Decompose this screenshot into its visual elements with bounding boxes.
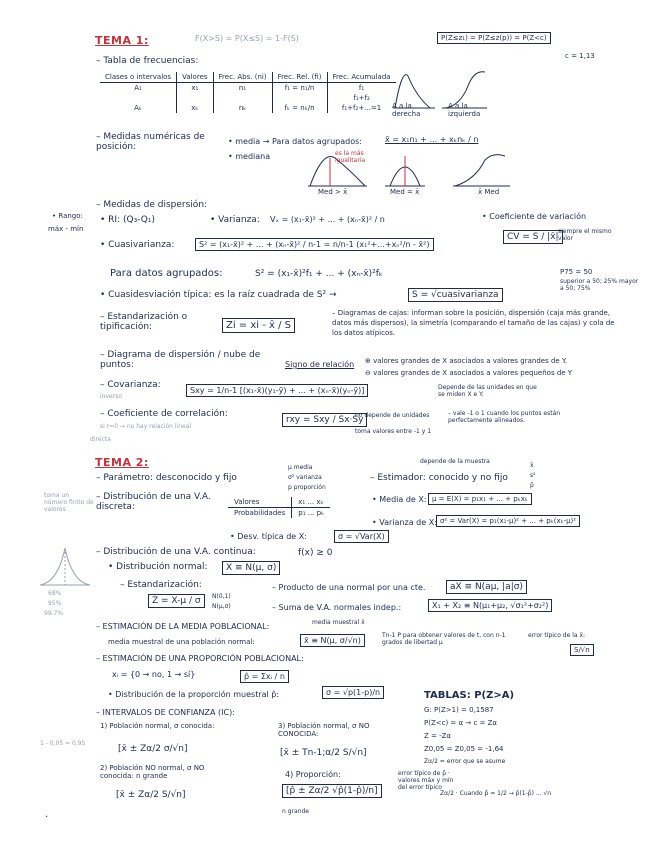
ic2-formula: [x̄ ± Zα/2 S/√n] (116, 790, 186, 800)
table-cell: A₁ (134, 84, 142, 92)
continua-label: – Distribución de una V.A. continua: (96, 547, 256, 557)
estand-side-1: N(0,1) (212, 593, 231, 600)
normal-curve-icon (38, 540, 93, 595)
tablas-1: G: P(Z>1) = 0,1587 (424, 706, 494, 714)
estimacion-media-note: media muestral de una población normal: (108, 638, 255, 646)
ic2-title: 2) Población NO normal, σ NO conocida: n grande (100, 764, 205, 780)
table-cell: f₁ = n₁/n (272, 83, 327, 94)
percent-68: 68% (48, 590, 62, 597)
estandarizacion-t2: – Estandarización: (120, 580, 202, 590)
ic1-title: 1) Población normal, σ conocida: (100, 722, 215, 730)
covarianza-formula: Sxy = 1/n-1 [(x₁-x̄)(y₁-ȳ) + ... + (xₙ-x̄)(yₙ-ȳ)] (186, 384, 368, 397)
inverso-note: inverso (100, 393, 122, 400)
table-header: Valores (177, 72, 213, 83)
corr-note-2: toma valores entre -1 y 1 (355, 428, 432, 435)
cuasivar-formula: S² = (x₁-x̄)² + ... + (xₙ-x̄)² / n-1 = n/n-1 (x₁²+...+xₙ²/n - x̄²) (195, 238, 434, 251)
tablas-2: P(Z<c) = α → c = Zα (424, 719, 498, 727)
estimador-label: – Estimador: conocido y no fijo (370, 473, 508, 483)
estimacion-media-side: media muestral x̄ (312, 619, 365, 626)
media-formula: x̄ = x₁n₁ + ... + xₖnₖ / n (385, 135, 479, 144)
discreta-label: – Distribución de una V.A. discreta: (96, 492, 211, 512)
frequency-table (100, 72, 396, 113)
diagramas-cajas: – Diagramas de cajas: informan sobre la posición, dispersión (caja más grande, datos más dispersos), la simetría (comparando el tamaño de las cajas) y cola de los datos atípicos. (332, 309, 615, 337)
asym-right-label: A a la izquierda (448, 102, 481, 118)
correlacion-formula: rxy = Sxy / Sx·Sy (282, 413, 367, 427)
curve-note: es la más igualitaria (335, 150, 366, 164)
signo-label: Signo de relación (285, 360, 355, 369)
ic4-note: n grande (282, 808, 309, 815)
ri-label: • RI: (Q₃-Q₁) (100, 215, 155, 225)
ic4-side: error típico de p̂ · valores máx y mín del error típico (398, 770, 454, 791)
media-x-label: • Media de X: (372, 495, 427, 504)
desv-tipica-label: • Desv. típica de X: (230, 532, 307, 541)
ic3-formula: [x̄ ± Tn-1;α/2 S/√n] (280, 748, 367, 758)
rango-label: • Rango: (52, 212, 83, 220)
estimador-note: depende de la muestra (420, 458, 490, 465)
intervalos-label: – INTERVALOS DE CONFIANZA (IC): (96, 708, 235, 717)
side-note: toma un número finito de valores (44, 492, 94, 513)
table-cell: xₖ (177, 103, 213, 113)
tema2-title: TEMA 2: (95, 456, 149, 469)
table-cell: nₖ (213, 103, 272, 113)
curve-label-1: Med > x̄ (318, 188, 348, 196)
param-mu: μ media (288, 464, 313, 471)
est-p: p̂ (530, 482, 534, 489)
table-header: Frec. Abs. (ni) (213, 72, 272, 83)
param-p: p proporción (288, 484, 326, 491)
tablas-4: Z0,05 = Z0,05 = -1,64 (424, 745, 504, 753)
estimacion-media-formula: x̄ ≡ N(μ, σ/√n) (300, 634, 365, 647)
table-cell: x₁ (177, 83, 213, 94)
signo-negativo: ⊖ valores grandes de X asociados a valores pequeños de Y (365, 369, 573, 377)
estand-formula: Z = X-μ / σ (148, 594, 205, 608)
estimacion-prop: – ESTIMACIÓN DE UNA PROPORCIÓN POBLACIONAL: (96, 654, 304, 663)
table-cell: fₖ = nₖ/n (272, 103, 327, 113)
top-right-note: c = 1,13 (565, 52, 595, 60)
curve-label-2: Med = x̄ (390, 188, 420, 196)
ic4-formula: [p̂ ± Zα/2 √p̂(1-p̂)/n] (282, 784, 382, 798)
table-cell: x₁ ... xₖ (292, 497, 330, 508)
parametro-label: – Parámetro: desconocido y fijo (96, 473, 237, 483)
ic3-title: 3) Población normal, σ NO CONOCIDA: (278, 722, 370, 738)
estand-side-2: N(μ,σ) (212, 603, 231, 610)
tablas-title: TABLAS: P(Z>A) (424, 690, 515, 701)
directa-note: directa (90, 436, 111, 443)
percent-95: 95% (48, 600, 62, 607)
curve-label-3: x̄ Med (478, 188, 500, 196)
desv-tipica-formula: σ = √Var(X) (334, 530, 389, 543)
table-cell: n₁ (213, 83, 272, 94)
table-cell: f₁+f₂+...=1 (327, 103, 396, 113)
signo-positivo: ⊕ valores grandes de X asociados a valores grandes de Y. (365, 357, 568, 365)
xi-formula: xᵢ = {0 → no, 1 → sí} (112, 670, 196, 679)
estimacion-media: – ESTIMACIÓN DE LA MEDIA POBLACIONAL: (96, 622, 270, 631)
dispersion-label: – Medidas de dispersión: (96, 200, 208, 210)
covarianza-label: – Covarianza: (100, 380, 161, 390)
agrupados-formula: S² = (x₁-x̄)²f₁ + ... + (xₙ-x̄)²fₖ (255, 269, 383, 279)
cv-formula: CV = S / |x̄| (503, 230, 563, 244)
top-right-formula: P(Z≤z₁) = P(Z≤z(p)) = P(Z<c) (437, 32, 551, 44)
rango-side: máx - mín (48, 225, 84, 233)
error-tipico-formula: S/√n (570, 644, 594, 656)
tn-note: Tn-1 P para obtener valores de t, con n-1 grados de libertad μ (382, 632, 506, 646)
estandarizacion-label: – Estandarización o tipificación: (100, 312, 188, 332)
table-cell: Probabilidades (234, 509, 286, 517)
cuasidesv-label: • Cuasidesviación típica: es la raíz cuadrada de S² → (100, 290, 337, 300)
table-cell: Valores (228, 497, 292, 508)
varianza-x-formula: σ² = Var(X) = p₁(x₁-μ)² + ... + pₖ(xₖ-μ)² (436, 515, 580, 527)
tablas-3: Z = -Zα (424, 732, 452, 740)
dist-prop-label: • Distribución de la proporción muestral p̂: (108, 690, 280, 699)
table-header: Clases o intervalos (100, 72, 177, 83)
error-tipico-note: error típico de la x̄: (528, 632, 586, 639)
varianza-label: • Varianza: (210, 215, 260, 225)
diagrama-dispersion: – Diagrama de dispersión / nube de puntos: (100, 350, 261, 370)
p75-label: P75 = 50 (560, 268, 593, 276)
media-label: • media → Para datos agrupados: (228, 137, 362, 146)
est-xbar: x̄ (530, 462, 534, 469)
varianza-x-label: • Varianza de X: (372, 518, 437, 527)
est-s2: s² (530, 472, 536, 479)
medidas-posicion: – Medidas numéricas de posición: (96, 132, 205, 152)
varianza-formula: Vₓ = (x₁-x̄)² + ... + (xₙ-x̄)² / n (270, 215, 385, 224)
param-sigma: σ² varianza (288, 474, 322, 481)
coef-var-label: • Coeficiente de variación (482, 212, 587, 221)
last-note: Zα/2 · Cuando p̂ = 1/2 → p̂(1-p̂) ... √n (440, 790, 552, 797)
suma-formula: X₁ + X₂ ≡ N(μ₁+μ₂, √σ₁²+σ₂²) (428, 599, 552, 612)
corr-note-3: – vale -1 o 1 cuando los puntos están perfectamente alineados. (448, 410, 561, 424)
tema1-title: TEMA 1: (95, 34, 149, 47)
cv-note: siempre el mismo valor (558, 228, 612, 242)
tabla-label: – Tabla de frecuencias: (96, 56, 199, 66)
table-cell: f₁+f₂ (327, 93, 396, 103)
agrupados-label: Para datos agrupados: (110, 268, 223, 279)
p75-note: superior a 50; 25% mayor a 50; 75% (560, 278, 639, 292)
table-cell: f₁ (327, 83, 396, 94)
asym-left-label: A a la derecha (392, 102, 421, 118)
producto-label: – Producto de una normal por una cte. (272, 583, 426, 592)
corr-note-1: no depende de unidades (355, 412, 430, 419)
ic1-formula: [x̄ ± Zα/2 σ/√n] (118, 744, 188, 754)
normal-formula: X ≡ N(μ, σ) (222, 561, 280, 575)
cuasidesv-box: S = √cuasivarianza (408, 288, 503, 302)
normal-label: • Distribución normal: (108, 562, 208, 572)
cuasivar-label: • Cuasivarianza: (100, 240, 175, 250)
suma-label: – Suma de V.A. normales indep.: (272, 603, 402, 612)
table-cell: p₁ ... pₖ (292, 508, 330, 519)
discrete-table (228, 497, 330, 518)
covarianza-note: Depende de las unidades en que se miden X e Y. (438, 384, 537, 398)
top-formula: F(X>S) = P(X≤S) = 1-F(S) (195, 34, 299, 43)
bullet-dot: · (45, 812, 49, 823)
corr-note-4: si r=0 → no hay relación lineal (100, 423, 192, 430)
mediana-label: • mediana (228, 152, 271, 161)
fx-label: f(x) ≥ 0 (298, 548, 333, 558)
table-header: Frec. Rel. (fi) (272, 72, 327, 83)
ic4-title: 4) Proporción: (285, 770, 341, 779)
media-x-formula: μ = E(X) = p₁x₁ + ... + pₖxₖ (428, 493, 532, 505)
p-hat-formula: p̂ = Σxᵢ / n (240, 670, 289, 683)
producto-formula: aX ≡ N(aμ, |a|σ) (446, 580, 527, 594)
dist-prop-formula: σ = √p(1-p)/n (322, 686, 384, 699)
correlacion-label: – Coeficiente de correlación: (100, 409, 228, 419)
estandarizacion-formula: Zi = xi - x̄ / S (222, 318, 295, 333)
table-header: Frec. Acumulada (327, 72, 396, 83)
percent-997: 99.7% (44, 610, 64, 617)
ic-side-note: 1 - 0,05 = 0,95 (40, 740, 86, 747)
table-cell: Aₖ (134, 104, 142, 112)
tablas-5: Zα/2 = error que se asume (424, 758, 506, 765)
